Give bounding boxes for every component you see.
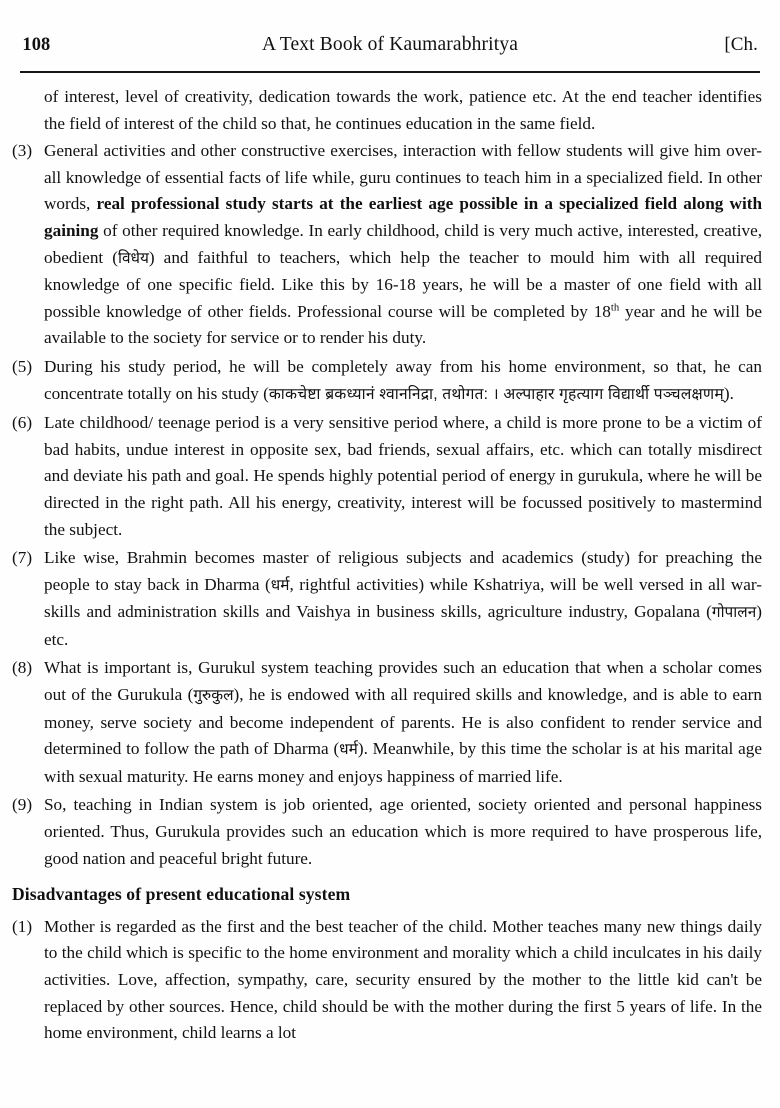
list-marker: (6) <box>12 413 33 433</box>
page-running-header <box>22 0 758 68</box>
item-text-part: ), he is endowed with all required skills and knowledge, and is able to earn money, serve society and become independent of parents. He is also confident to render service and determined to follow the path of Dharma ( <box>44 685 763 759</box>
list-marker: (5) <box>12 356 33 376</box>
item-text-part: ). <box>723 383 734 403</box>
list-item-3 <box>12 138 762 352</box>
page-body <box>0 73 780 1047</box>
item-text-part: , rightful activities) while Kshatriya, will be well versed in all war-skills and administration skills and Vaishya in business skills, agriculture industry, Gopalana ( <box>44 574 762 622</box>
running-title: A Text Book of Kaumarabhritya <box>261 34 519 55</box>
item-text-part: General activities and other constructive exercises, interaction with fellow students will give him over-all knowledge of essential facts of life while, guru continues to teach him in a specialized field. In other words, <box>44 141 762 214</box>
list-item-disadvantage-1 <box>12 914 762 1047</box>
devanagari-term-dharma: धर्म <box>339 741 358 759</box>
item-text-part: Like wise, Brahmin becomes master of religious subjects and academics (study) for preaching the people to stay back in Dharma ( <box>44 548 762 594</box>
item-text-part: of other required knowledge. In early childhood, child is very much active, interested, creative, obedient ( <box>44 220 762 267</box>
devanagari-verse-shloka: काकचेष्टा ब्रकध्यानं श्वाननिद्रा, तथोगत: । अल्पाहार गृहत्याग विद्यार्थी पञ्चलक्षणम् <box>268 385 724 403</box>
list-marker: (8) <box>12 658 33 678</box>
item-text-part: What is important is, Gurukul system teaching provides such an education that when a scholar comes out of the Gurukula ( <box>44 658 762 705</box>
item-text-part: Late childhood/ teenage period is a very sensitive period where, a child is more prone to be a victim of bad habits, undue interest in opposite sex, bad friends, sexual affairs, etc. which can totally misdirect and deviate his path and goal. He spends highly potential period of energy in gurukula, where he will be directed in the right path. All his energy, creativity, interest will be focussed positively to mastermind the subject. <box>44 413 762 539</box>
devanagari-term-gopalana: गोपालन <box>711 604 757 622</box>
list-marker: (7) <box>12 548 33 568</box>
chapter-marker: [Ch. <box>724 34 758 55</box>
list-item-8 <box>12 655 762 790</box>
devanagari-term-vidheya: विधेय <box>117 249 149 267</box>
item-text-part: ) etc. <box>44 602 762 649</box>
page-number: 108 <box>22 34 51 55</box>
continuation-paragraph <box>12 84 762 137</box>
item-text-part: During his study period, he will be completely away from his home environment, so that, he can concentrate totally on his study ( <box>44 356 762 403</box>
ordinal-suffix: th <box>610 302 620 314</box>
list-item-7 <box>12 545 762 653</box>
item-text-part: So, teaching in Indian system is job oriented, age oriented, society oriented and personal happiness oriented. Thus, Gurukula provides such an education which is more required to have prosperous life, good nation and peaceful bright future. <box>44 795 762 868</box>
item-text-part: ). Meanwhile, by this time the scholar is at his marital age with sexual maturity. He earns money and enjoys happiness of married life. <box>44 739 762 786</box>
continuation-text: of interest, level of creativity, dedication towards the work, patience etc. At the end teacher identifies the field of interest of the child so that, he continues education in the same field. <box>44 87 762 133</box>
section-heading-disadvantages: Disadvantages of present educational system <box>12 884 351 905</box>
item-text-part: Mother is regarded as the first and the best teacher of the child. Mother teaches many new things daily to the child which is specific to the home environment and morality which a child inculcates in his daily activities. Love, affection, sympathy, care, security ensured by the mother to the little kid can't be replaced by other sources. Hence, child should be with the mother during the first 5 years of life. In the home environment, child learns a lot <box>44 916 762 1043</box>
devanagari-term-gurukula: गुरुकुल <box>193 687 234 705</box>
list-marker: (1) <box>12 916 33 936</box>
list-marker: (3) <box>12 141 33 161</box>
item-text-part: ) and faithful to teachers, which help the teacher to mould him with all required knowledge of one specific field. Like this by 16-18 years, he will be a master of one field with all possible knowledge of other fields. Professional course will be completed by 18 <box>44 247 762 321</box>
list-item-6 <box>12 410 762 543</box>
item-emphasis-text: real professional study starts at the earliest age possible in a specialized field along with gaining <box>44 194 763 240</box>
devanagari-term-dharma: धर्म <box>270 576 290 594</box>
list-marker: (9) <box>12 795 33 815</box>
item-text-part: year and he will be available to the society for service or to render his duty. <box>44 301 762 348</box>
list-item-5 <box>12 354 762 408</box>
list-item-9 <box>12 792 762 872</box>
